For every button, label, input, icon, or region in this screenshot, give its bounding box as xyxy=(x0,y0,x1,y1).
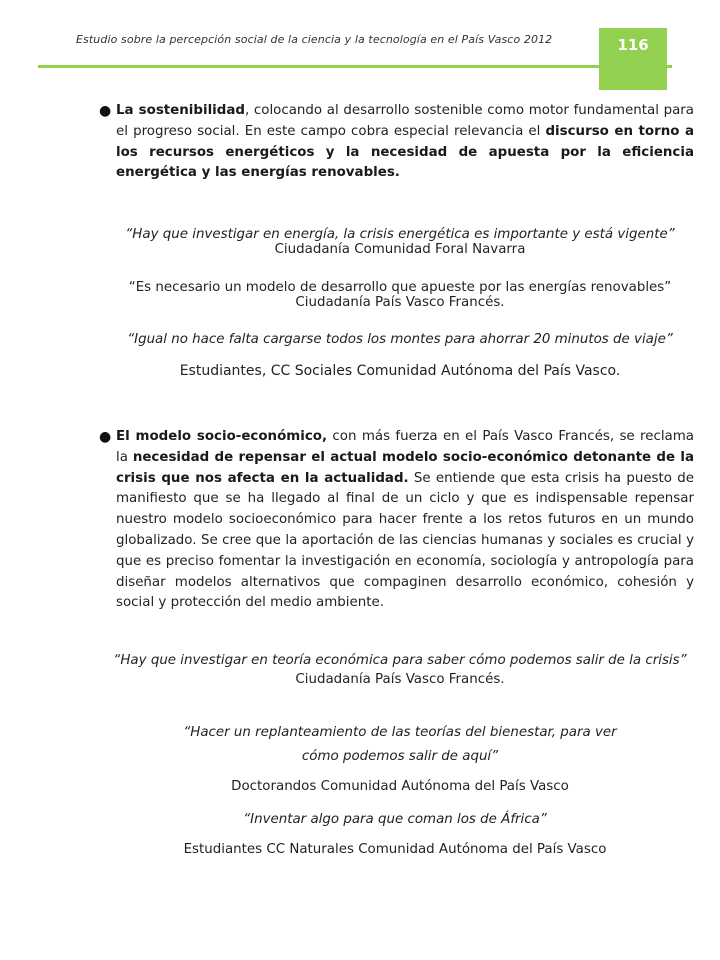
quote-text: “Hay que investigar en energía, la crisis energética es importante y está vigente” xyxy=(125,227,675,242)
quote-source: Doctorandos Comunidad Autónoma del País Vasco xyxy=(231,779,569,794)
bullet-paragraph-sustainability xyxy=(99,101,694,184)
quote-text: “Es necesario un modelo de desarrollo que apueste por las energías renovables” xyxy=(128,280,672,295)
paragraph-text: Se entiende que esta crisis ha puesto de manifiesto que se ha llegado al final de un ciclo y que es indispensable repensar nuestro modelo socioeconómico para hacer frente a los retos futuros en un mundo globalizado. Se cree que la aportación de las ciencias humanas y sociales es crucial y que es preciso fomentar la investigación en economía, sociología y antropología para diseñar modelos alternativos que compaginen desarrollo económico, cohesión y social y protección del medio ambiente. xyxy=(116,470,694,611)
bold-lead: El modelo socio-económico, xyxy=(116,429,328,444)
header-rule xyxy=(38,65,672,68)
bold-emphasis: discurso en torno a los recursos energéticos y la necesidad de apuesta por la eficiencia energética y las energías renovables. xyxy=(116,123,694,181)
quote-block xyxy=(100,651,700,689)
quote-source: Ciudadanía País Vasco Francés. xyxy=(295,672,505,687)
running-header: Estudio sobre la percepción social de la ciencia y la tecnología en el País Vasco 2012 xyxy=(76,33,553,46)
bullet-icon: ● xyxy=(99,429,112,445)
quote-source: Ciudadanía Comunidad Foral Navarra xyxy=(274,242,526,257)
bold-emphasis: necesidad de repensar el actual modelo socio-económico detonante de la crisis que nos afecta en la actualidad. xyxy=(116,449,694,486)
paragraph-text: , colocando al desarrollo sostenible como motor fundamental para el progreso social. En este campo cobra especial relevancia el xyxy=(116,103,694,139)
bullet-icon: ● xyxy=(99,103,112,119)
quote-block xyxy=(100,808,700,862)
quote-block xyxy=(100,280,700,310)
quote-text: “Hacer un replanteamiento de las teorías del bienestar, para ver cómo podemos salir de aquí” xyxy=(183,725,617,764)
quote-source: Ciudadanía País Vasco Francés. xyxy=(295,295,505,310)
quote-block xyxy=(100,227,700,257)
page-number: 116 xyxy=(617,36,649,54)
quote-block xyxy=(100,332,700,379)
bold-lead: La sostenibilidad xyxy=(116,103,245,118)
quote-source: Estudiantes, CC Sociales Comunidad Autónoma del País Vasco. xyxy=(179,363,621,379)
page-number-tab xyxy=(599,28,667,90)
quote-text: “Hay que investigar en teoría económica para saber cómo podemos salir de la crisis” xyxy=(113,653,687,668)
quote-block xyxy=(100,721,700,799)
quote-text: “Igual no hace falta cargarse todos los montes para ahorrar 20 minutos de viaje” xyxy=(127,332,673,347)
bullet-paragraph-socioeconomic xyxy=(99,427,695,614)
quote-text: “Inventar algo para que coman los de África” xyxy=(243,812,547,827)
quote-source: Estudiantes CC Naturales Comunidad Autónoma del País Vasco xyxy=(183,842,607,857)
paragraph-text: con más fuerza en el País Vasco Francés, se reclama la xyxy=(116,429,695,465)
